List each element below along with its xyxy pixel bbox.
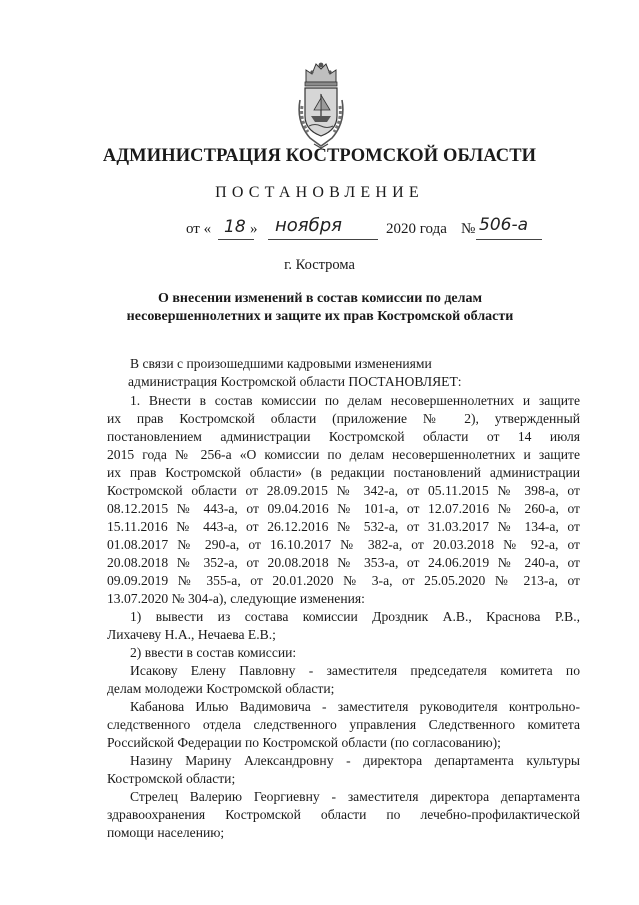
document-number-handwritten: 506-а	[479, 215, 528, 235]
number-sign: №	[461, 221, 476, 237]
body-line: 2) ввести в состав комиссии:	[130, 645, 297, 660]
body-line: 1. Внести в состав комиссии по делам несовершеннолетних и защите	[130, 393, 580, 408]
body-line: следственного отдела следственного управления Следственного комитета	[107, 717, 580, 732]
body-line: администрация Костромской области ПОСТАНОВЛЯЕТ:	[128, 374, 462, 389]
body-line: делам молодежи Костромской области;	[107, 681, 335, 696]
body-line: 15.11.2016 № 443-а, от 26.12.2016 № 532-а, от 31.03.2017 № 134-а, от	[107, 519, 580, 534]
body-line: помощи населению;	[107, 825, 225, 840]
date-number-line	[0, 215, 639, 247]
body-line: Назину Марину Александровну - директора департамента культуры	[130, 753, 580, 768]
date-month-handwritten: ноября	[275, 215, 342, 236]
body-line: постановлением администрации Костромской области от 14 июля	[107, 429, 580, 444]
body-line: Исакову Елену Павловну - заместителя председателя комитета по	[130, 663, 580, 678]
body-line: 13.07.2020 № 304-а), следующие изменения:	[107, 591, 365, 606]
body-line: их прав Костромской области» (в редакции постановлений администрации	[107, 465, 580, 480]
body-line: Костромской области;	[107, 771, 236, 786]
body-line: 2015 года № 256-а «О комиссии по делам несовершеннолетних и защите	[107, 447, 580, 462]
body-line: 01.08.2017 № 290-а, от 16.10.2017 № 382-а, от 20.03.2018 № 92-а, от	[107, 537, 580, 552]
coat-of-arms-emblem	[292, 60, 350, 150]
body-line: Кабанова Илью Вадимовича - заместителя руководителя контрольно-	[130, 699, 580, 714]
body-line: здравоохранения Костромской области по лечебно-профилактической	[107, 807, 580, 822]
organization-title: АДМИНИСТРАЦИЯ КОСТРОМСКОЙ ОБЛАСТИ	[102, 146, 537, 166]
body-line: Костромской области от 28.09.2015 № 342-а, от 05.11.2015 № 398-а, от	[107, 483, 580, 498]
body-line: 20.08.2018 № 352-а, от 20.08.2018 № 353-а, от 24.06.2019 № 240-а, от	[107, 555, 580, 570]
date-close-quote: »	[250, 221, 258, 237]
day-underline	[218, 239, 254, 240]
document-subject	[80, 290, 560, 326]
body-line: В связи с произошедшими кадровыми изменениями	[130, 356, 432, 371]
body-line: 08.12.2015 № 443-а, от 09.04.2016 № 101-а, от 12.07.2016 № 260-а, от	[107, 501, 580, 516]
body-line: Российской Федерации по Костромской области (по согласованию);	[107, 735, 501, 750]
subject-line-1: О внесении изменений в состав комиссии по делам	[157, 291, 483, 306]
body-line: 1) вывести из состава комиссии Дроздник А.В., Краснова Р.В.,	[130, 609, 580, 624]
date-prefix: от «	[186, 221, 212, 237]
body-line: Стрелец Валерию Георгиевну - заместителя директора департамента	[130, 789, 580, 804]
body-line: Лихачеву Н.А., Нечаева Е.В.;	[107, 627, 276, 642]
month-underline	[268, 239, 378, 240]
document-type: ПОСТАНОВЛЕНИЕ	[215, 184, 424, 201]
body-line: их прав Костромской области (приложение № 2), утвержденный	[107, 411, 580, 426]
city-name: г. Кострома	[284, 257, 355, 273]
subject-line-2: несовершеннолетних и защите их прав Костромской области	[126, 309, 514, 324]
date-day-handwritten: 18	[224, 217, 246, 237]
date-year: 2020 года	[386, 221, 447, 237]
number-underline	[476, 239, 542, 240]
body-line: 09.09.2019 № 355-а, от 20.01.2020 № 3-а, от 25.05.2020 № 213-а, от	[107, 573, 580, 588]
